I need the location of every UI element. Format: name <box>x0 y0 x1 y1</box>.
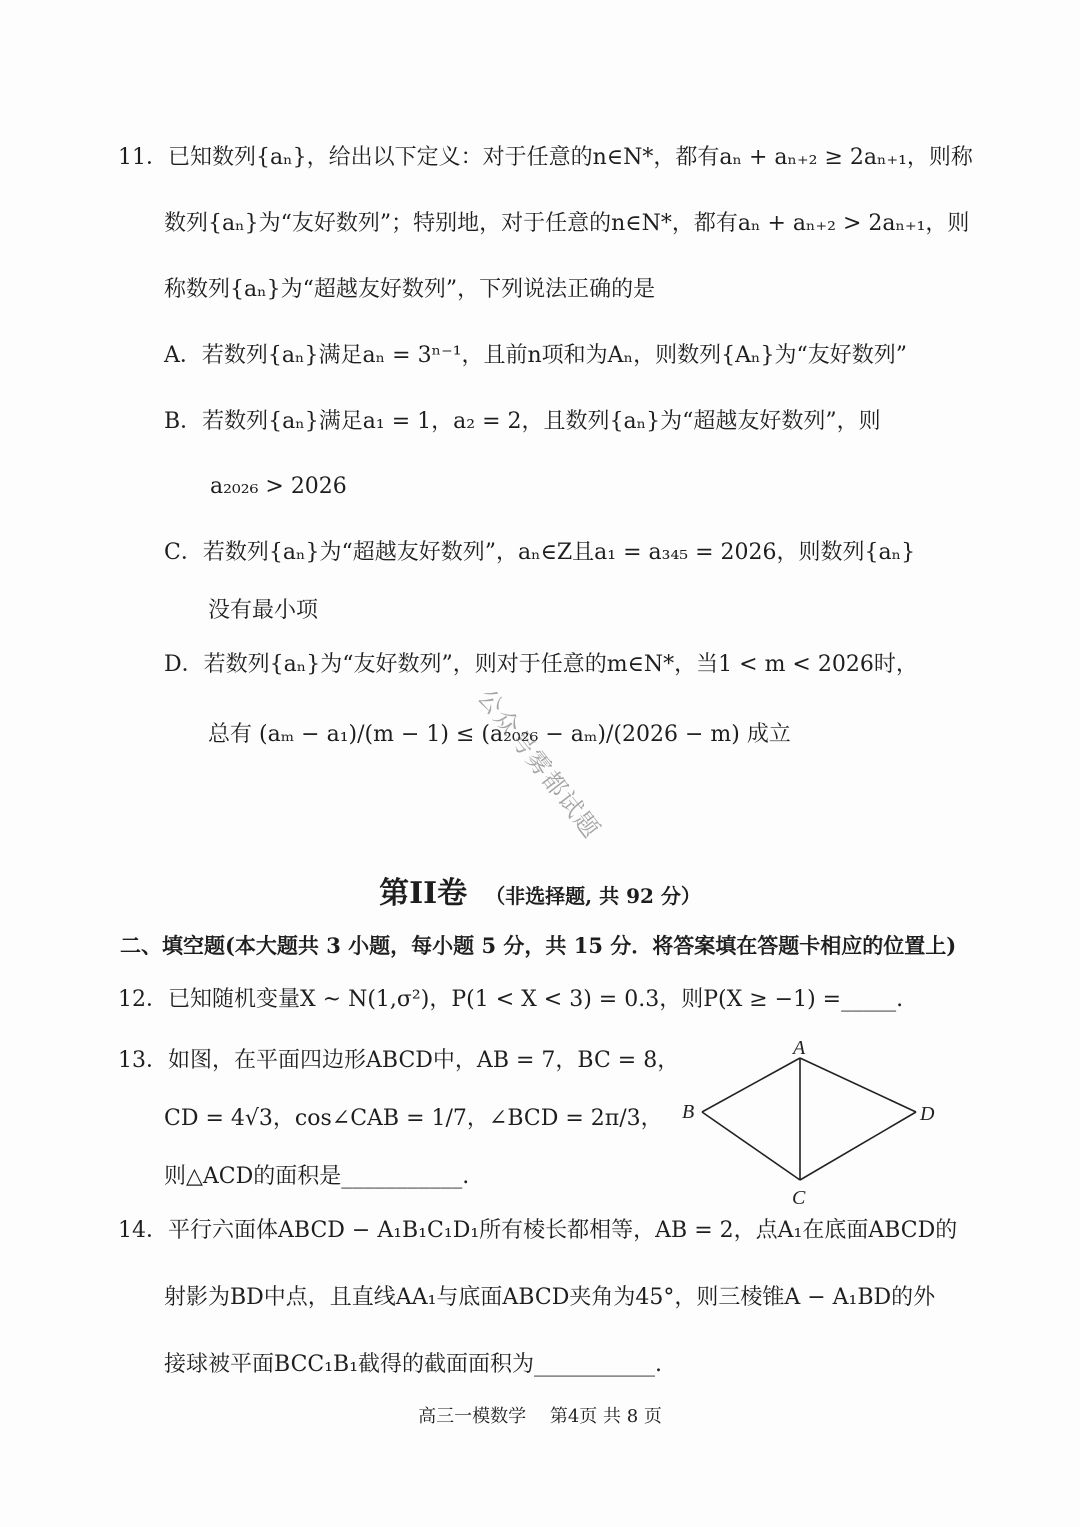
section-2-subtitle: （非选择题, 共 92 分） <box>485 884 701 908</box>
q14-line3: 接球被平面BCC₁B₁截得的截面面积为___________. <box>164 1352 663 1377</box>
vertex-label-c: C <box>792 1187 806 1209</box>
q13-line3: 则△ACD的面积是___________. <box>164 1164 470 1189</box>
vertex-label-d: D <box>920 1103 935 1125</box>
q11-option-d-line1: D．若数列{aₙ}为“友好数列”，则对于任意的m∈N*，当1 < m < 2026时， <box>164 652 918 677</box>
q11-line1: 11．已知数列{aₙ}，给出以下定义：对于任意的n∈N*，都有aₙ + aₙ₊₂ ≥ 2aₙ₊₁，则称 <box>118 145 973 170</box>
q11-line3: 称数列{aₙ}为“超越友好数列”，下列说法正确的是 <box>164 277 656 302</box>
edge-cd <box>800 1112 916 1180</box>
watermark-text: 公众号雾都试题 <box>471 683 607 845</box>
edge-ab <box>702 1058 800 1112</box>
q14-line1: 14．平行六面体ABCD − A₁B₁C₁D₁所有棱长都相等，AB = 2，点A₁在底面ABCD的 <box>118 1218 958 1243</box>
edge-bc <box>702 1112 800 1180</box>
q11-line2: 数列{aₙ}为“友好数列”；特别地，对于任意的n∈N*，都有aₙ + aₙ₊₂ > 2aₙ₊₁，则 <box>164 211 970 236</box>
q13-line1: 13．如图，在平面四边形ABCD中，AB = 7，BC = 8， <box>118 1048 680 1073</box>
q11-option-c-line2: 没有最小项 <box>208 598 319 623</box>
section-2-title <box>0 868 1080 912</box>
q11-option-b-line2: a₂₀₂₆ > 2026 <box>210 474 347 499</box>
q11-option-b-line1: B．若数列{aₙ}满足a₁ = 1，a₂ = 2，且数列{aₙ}为“超越友好数列”，则 <box>164 409 881 434</box>
q12-text: 12．已知随机变量X ~ N(1,σ²)，P(1 < X < 3) = 0.3，则P(X ≥ −1) =_____. <box>118 987 904 1012</box>
q11-option-d-line2: 总有 (aₘ − a₁)/(m − 1) ≤ (a₂₀₂₆ − aₘ)/(2026 − m) 成立 <box>208 722 791 747</box>
edge-ad <box>800 1058 916 1112</box>
section-2-label: 第II卷 <box>379 876 468 911</box>
q11-option-c-line1: C．若数列{aₙ}为“超越友好数列”，aₙ∈Z且a₁ = a₃₄₅ = 2026，则数列{aₙ} <box>164 540 916 565</box>
vertex-label-b: B <box>682 1101 695 1123</box>
vertex-label-a: A <box>793 1037 806 1059</box>
quadrilateral-figure <box>670 1030 950 1220</box>
page-footer: 高三一模数学 第4页 共 8 页 <box>418 1406 662 1427</box>
part-2-heading: 二、填空题(本大题共 3 小题，每小题 5 分，共 15 分．将答案填在答题卡相应的位置上) <box>120 933 957 958</box>
q13-line2: CD = 4√3，cos∠CAB = 1/7，∠BCD = 2π/3， <box>164 1106 663 1131</box>
q14-line2: 射影为BD中点，且直线AA₁与底面ABCD夹角为45°，则三棱锥A − A₁BD的外 <box>164 1285 936 1310</box>
q11-option-a: A．若数列{aₙ}满足aₙ = 3ⁿ⁻¹，且前n项和为Aₙ，则数列{Aₙ}为“友好数列” <box>164 343 907 368</box>
